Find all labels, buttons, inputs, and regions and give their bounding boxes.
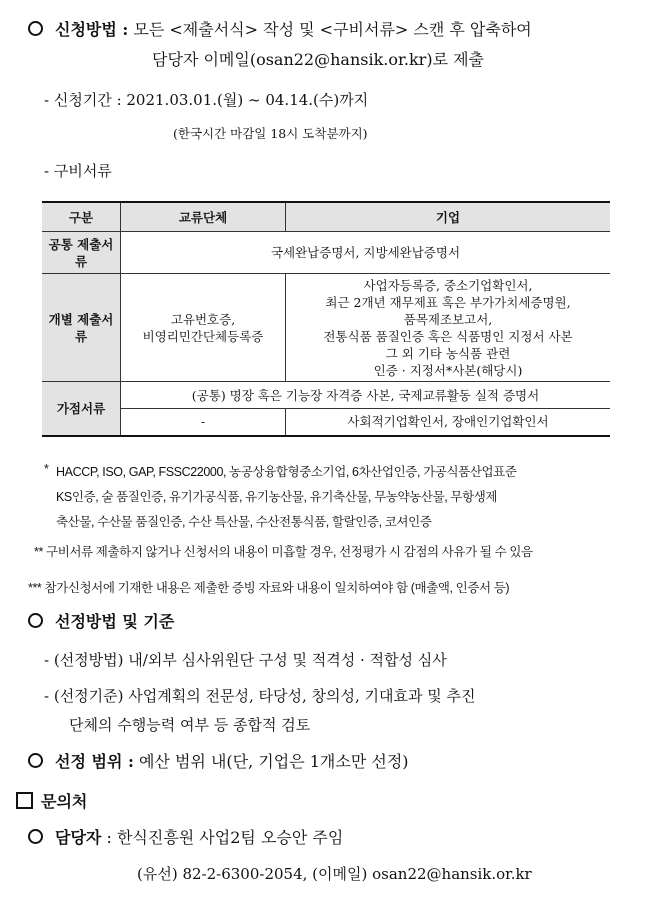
table-row	[42, 274, 610, 382]
application-period: - 신청기간 : 2021.03.01.(월) ~ 04.14.(수)까지	[44, 91, 369, 109]
bonus-category: 가점서류	[42, 382, 121, 436]
individual-exchange	[121, 274, 286, 382]
note-3	[28, 578, 509, 596]
period-note: (한국시간 마감일 18시 도착분까지)	[173, 126, 368, 141]
company-line: 전통식품 품질인증 혹은 식품명인 지정서 사본	[323, 328, 573, 344]
common-value: 국세완납증명서, 지방세완납증명서	[121, 232, 611, 274]
circle-bullet-icon	[28, 753, 43, 768]
note-1-mark: *	[44, 462, 49, 476]
selection-method: - (선정방법) 내/외부 심사위원단 구성 및 적격성 · 적합성 심사	[44, 651, 447, 669]
table-header: 교류단체	[121, 202, 286, 232]
note-3-mark: ***	[28, 581, 42, 595]
application-text-line2: 담당자 이메일(osan22@hansik.or.kr)로 제출	[152, 50, 485, 69]
selection-title	[28, 609, 174, 632]
note-3-text: 참가신청서에 기재한 내용은 제출한 증빙 자료와 내용이 일치하여야 함 (매출액, 인증서 등)	[44, 581, 510, 595]
selection-criteria-line1: - (선정기준) 사업계획의 전문성, 타당성, 창의성, 기대효과 및 추진	[44, 687, 476, 705]
application-label: 신청방법 :	[55, 20, 129, 39]
required-documents-table	[42, 201, 610, 437]
application-text-line1: 모든 <제출서식> 작성 및 <구비서류> 스캔 후 압축하여	[133, 20, 532, 39]
bonus-row2-company: 사회적기업확인서, 장애인기업확인서	[286, 409, 611, 436]
circle-bullet-icon	[28, 21, 43, 36]
scope-label: 선정 범위 :	[55, 752, 134, 771]
exchange-line: 고유번호증,	[170, 311, 236, 327]
selection-title-text: 선정방법 및 기준	[55, 612, 175, 631]
table-header-row	[42, 202, 610, 232]
table-header: 구분	[42, 202, 121, 232]
scope-text: 예산 범위 내(단, 기업은 1개소만 선정)	[138, 752, 409, 771]
note-1-line: 축산물, 수산물 품질인증, 수산 특산물, 수산전통식품, 할랄인증, 코셔인증	[56, 515, 432, 529]
note-1-line: KS인증, 술 품질인증, 유기가공식품, 유기농산물, 유기축산물, 무농약농산물, 무항생제	[56, 490, 498, 504]
company-line: 그 외 기타 농식품 관련	[385, 345, 511, 361]
table-header: 기업	[286, 202, 611, 232]
individual-category: 개별 제출서류	[42, 274, 121, 382]
bonus-row1: (공통) 명장 혹은 기능장 자격증 사본, 국제교류활동 실적 증명서	[121, 382, 611, 409]
note-2	[34, 542, 533, 560]
selection-criteria-line2: 단체의 수행능력 여부 등 종합적 검토	[69, 716, 311, 734]
contact-text: : 한식진흥원 사업2팀 오승안 주임	[106, 828, 344, 847]
common-category: 공통 제출서류	[42, 232, 121, 274]
company-line: 품목제조보고서,	[403, 311, 493, 327]
contact-label: 담당자	[55, 828, 102, 847]
circle-bullet-icon	[28, 829, 43, 844]
company-line: 최근 2개년 재무제표 혹은 부가가치세증명원,	[325, 294, 571, 310]
documents-heading: - 구비서류	[44, 162, 112, 180]
circle-bullet-icon	[28, 613, 43, 628]
contact-section	[16, 789, 87, 812]
square-bullet-icon	[16, 792, 33, 809]
note-2-text: 구비서류 제출하지 않거나 신청서의 내용이 미흡할 경우, 선정평가 시 감점의 사유가 될 수 있음	[46, 545, 533, 559]
application-method	[28, 17, 532, 40]
selection-scope	[28, 749, 409, 772]
bonus-row2-exchange: -	[121, 409, 286, 436]
table-row	[42, 382, 610, 409]
note-1-line: HACCP, ISO, GAP, FSSC22000, 농공상융합형중소기업, 6차산업인증, 가공식품산업표준	[56, 465, 517, 479]
company-line: 사업자등록증, 중소기업확인서,	[363, 277, 533, 293]
table-row	[42, 409, 610, 436]
contact-title: 문의처	[41, 792, 88, 811]
company-line: 인증 · 지정서*사본(해당시)	[373, 362, 523, 378]
note-1	[56, 460, 517, 535]
contact-person	[28, 825, 343, 848]
individual-company	[286, 274, 611, 382]
exchange-line: 비영리민간단체등록증	[142, 328, 264, 344]
table-row	[42, 232, 610, 274]
contact-phone-line: (유선) 82-2-6300-2054, (이메일) osan22@hansik.or.kr	[137, 865, 532, 883]
note-2-mark: **	[34, 545, 43, 559]
